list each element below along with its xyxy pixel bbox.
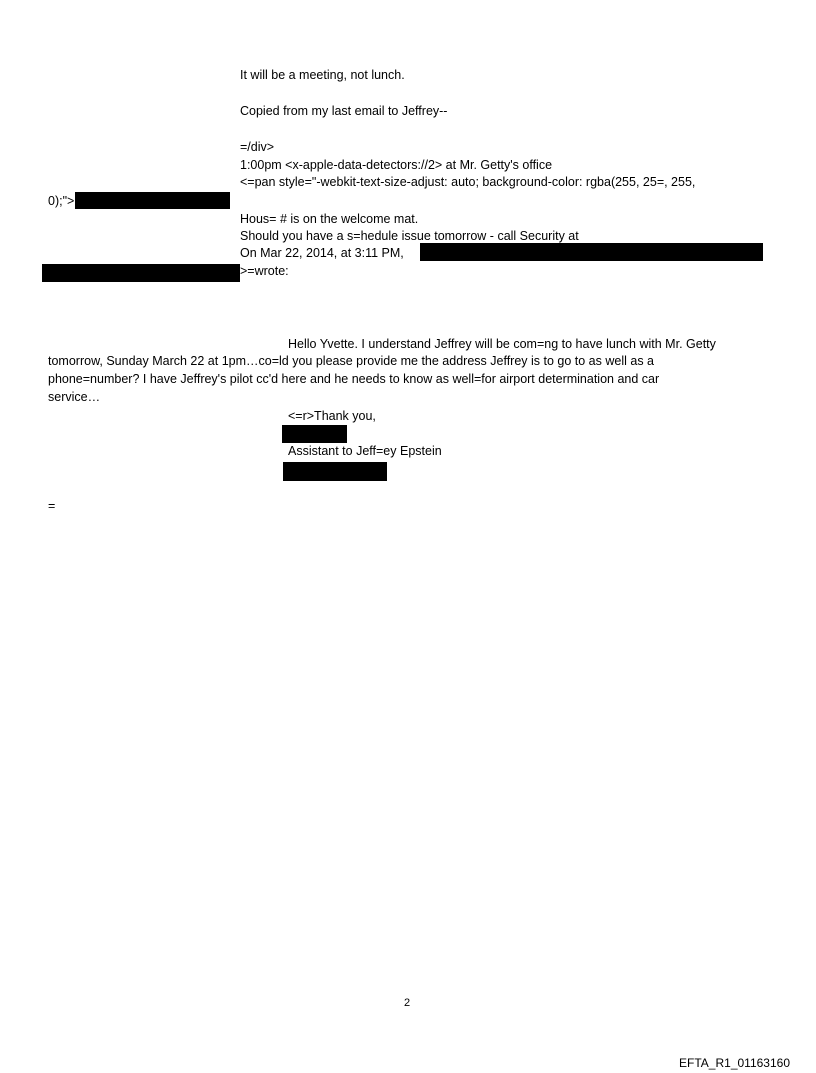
redaction-bar	[42, 264, 240, 282]
span-style-continuation: 0);">	[48, 194, 75, 208]
div-tag-line: =/div>	[240, 140, 275, 154]
span-style-line: <=pan style="-webkit-text-size-adjust: auto; background-color: rgba(255, 25=, 255,	[240, 175, 696, 189]
house-line: Hous= # is on the welcome mat.	[240, 212, 419, 226]
reply-line-meeting: It will be a meeting, not lunch.	[240, 68, 405, 82]
meeting-time-line: 1:00pm <x-apple-data-detectors://2> at Mr. Getty's office	[240, 158, 553, 172]
quoted-paragraph-line-4: service…	[48, 390, 101, 404]
on-date-line: On Mar 22, 2014, at 3:11 PM,	[240, 246, 404, 260]
thank-you-line: <=r>Thank you,	[288, 409, 376, 423]
trailing-equals: =	[48, 499, 56, 513]
wrote-line: >=wrote:	[240, 264, 289, 278]
signature-title: Assistant to Jeff=ey Epstein	[288, 444, 442, 458]
redaction-bar	[75, 192, 230, 209]
redaction-bar	[420, 243, 763, 261]
redaction-bar	[283, 462, 387, 481]
page-number: 2	[404, 997, 411, 1009]
quoted-paragraph-line-1: Hello Yvette. I understand Jeffrey will be com=ng to have lunch with Mr. Getty	[288, 337, 716, 351]
document-id: EFTA_R1_01163160	[679, 1056, 790, 1070]
quoted-paragraph-line-2: tomorrow, Sunday March 22 at 1pm…co=ld you please provide me the address Jeffrey is to go to as well as a	[48, 354, 654, 368]
schedule-line: Should you have a s=hedule issue tomorrow - call Security at	[240, 229, 579, 243]
redaction-bar	[282, 425, 347, 443]
quoted-paragraph-line-3: phone=number? I have Jeffrey's pilot cc'd here and he needs to know as well=for airport determination and car	[48, 372, 660, 386]
reply-line-copied: Copied from my last email to Jeffrey--	[240, 104, 448, 118]
